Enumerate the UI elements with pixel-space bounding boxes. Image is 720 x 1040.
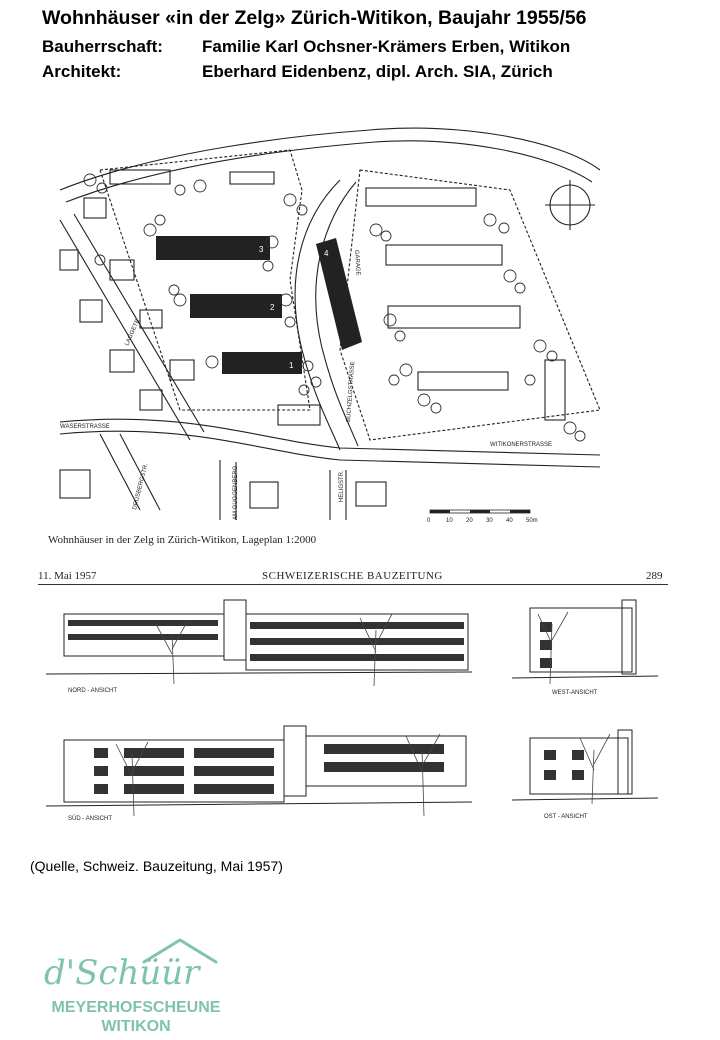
building-number-2: 2 <box>270 303 275 312</box>
journal-name: SCHWEIZERISCHE BAUZEITUNG <box>262 570 443 582</box>
site-plan-caption: Wohnhäuser in der Zelg in Zürich-Witikon, Lageplan 1:2000 <box>48 534 317 546</box>
label-witikonerstrasse: WITIKONERSTRASSE <box>490 442 553 448</box>
bauherrschaft-value: Familie Karl Ochsner-Krämers Erben, Witikon <box>202 37 571 56</box>
journal-date: 11. Mai 1957 <box>38 570 97 582</box>
svg-text:30: 30 <box>486 518 493 524</box>
logo-line1: MEYERHOFSCHEUNE <box>51 999 221 1016</box>
label-am-guggenberg: AM GUGGENBERG <box>233 465 239 520</box>
label-buchzelgstrasse: BUCHZELGSTRASSE <box>346 361 357 423</box>
journal-page: 289 <box>646 570 663 582</box>
svg-text:40: 40 <box>506 518 513 524</box>
building-number-3: 3 <box>259 245 264 254</box>
logo <box>36 932 236 1037</box>
svg-text:20: 20 <box>466 518 473 524</box>
bauherrschaft-row <box>42 37 571 57</box>
logo-script: d'Schüür <box>44 953 200 993</box>
label-heligstr: HELIGSTR. <box>339 470 345 502</box>
label-garage: GARAGE <box>353 249 361 276</box>
label-sued-ansicht: SÜD - ANSICHT <box>68 816 113 822</box>
label-west-ansicht: WEST-ANSICHT <box>552 690 598 696</box>
architekt-value: Eberhard Eidenbenz, dipl. Arch. SIA, Zürich <box>202 62 553 81</box>
elevation-ost <box>510 720 660 824</box>
site-plan <box>40 110 620 530</box>
elevation-nord <box>44 594 474 698</box>
label-ost-ansicht: OST - ANSICHT <box>544 814 588 820</box>
label-laggete: LAGGETE <box>124 318 142 347</box>
svg-text:50m: 50m <box>526 518 538 524</box>
source-note: (Quelle, Schweiz. Bauzeitung, Mai 1957) <box>30 858 283 874</box>
page-title: Wohnhäuser «in der Zelg» Zürich-Witikon, Baujahr 1955/56 <box>42 7 587 29</box>
logo-line2: WITIKON <box>101 1018 171 1035</box>
svg-text:0: 0 <box>427 518 431 524</box>
svg-text:10: 10 <box>446 518 453 524</box>
elevation-sued <box>44 720 474 824</box>
building-number-4: 4 <box>324 249 329 258</box>
journal-rule <box>38 584 668 585</box>
label-nord-ansicht: NORD - ANSICHT <box>68 688 118 694</box>
architekt-label: Architekt: <box>42 62 122 81</box>
elevation-west <box>510 594 660 698</box>
architekt-row <box>42 62 553 82</box>
label-waserstrasse: WASERSTRASSE <box>60 424 110 430</box>
scale-bar <box>427 510 538 524</box>
label-drusbergstr: DRUSBERGSTR. <box>132 462 150 511</box>
building-number-1: 1 <box>289 361 294 370</box>
bauherrschaft-label: Bauherrschaft: <box>42 37 163 56</box>
